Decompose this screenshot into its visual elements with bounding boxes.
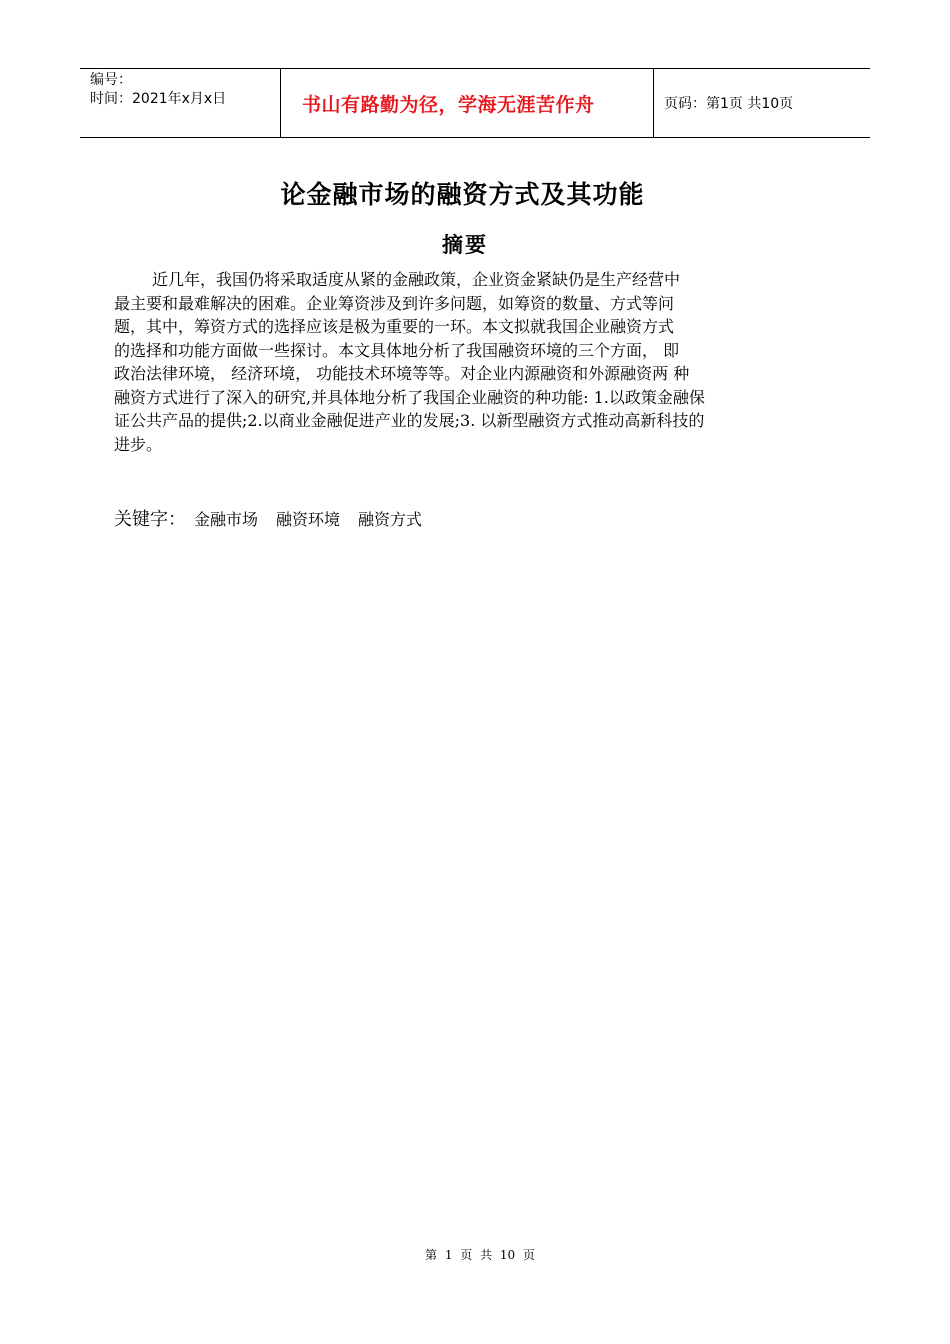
abstract-line: 最主要和最难解决的困难。企业筹资涉及到许多问题，如筹资的数量、方式等问 [114,293,675,313]
abstract-line: 融资方式进行了深入的研究,并具体地分析了我国企业融资的种功能: 1.以政策金融保 [114,387,705,407]
keywords-label: 关键字： [114,509,186,530]
number-label: 编号： [90,72,132,88]
keyword-item: 金融市场 [194,510,259,529]
abstract-line: 题，其中，筹资方式的选择应该是极为重要的一环。本文拟就我国企业融资方式 [114,317,675,336]
abstract-line: 的选择和功能方面做一些探讨。本文具体地分析了我国融资环境的三个方面， 即 [114,340,680,360]
document-title: 论金融市场的融资方式及其功能 [280,180,645,209]
abstract-line: 近几年，我国仍将采取适度从紧的金融政策，企业资金紧缺仍是生产经营中 [152,270,681,289]
header-meta-cell [80,69,281,137]
abstract-line: 政治法律环境， 经济环境， 功能技术环境等等。对企业内源融资和外源融资两 种 [114,364,690,383]
abstract-line: 进步。 [114,434,163,454]
abstract-heading: 摘要 [442,233,488,257]
abstract-line: 证公共产品的提供;2.以商业金融促进产业的发展;3. 以新型融资方式推动高新科技的 [114,411,705,430]
keywords-row [114,505,440,531]
header-table [80,68,870,138]
header-motto-cell [281,69,654,137]
abstract-body [114,268,844,456]
time-label: 时间：2021年x月x日 [90,91,227,107]
page-info: 页码：第1页 共10页 [664,96,794,112]
motto-text: 书山有路勤为径，学海无涯苦作舟 [302,93,595,116]
keyword-item: 融资环境 [276,510,341,529]
header-page-cell [654,69,870,137]
keyword-item: 融资方式 [358,510,423,529]
page-footer: 第 1 页 共 10 页 [425,1248,535,1262]
